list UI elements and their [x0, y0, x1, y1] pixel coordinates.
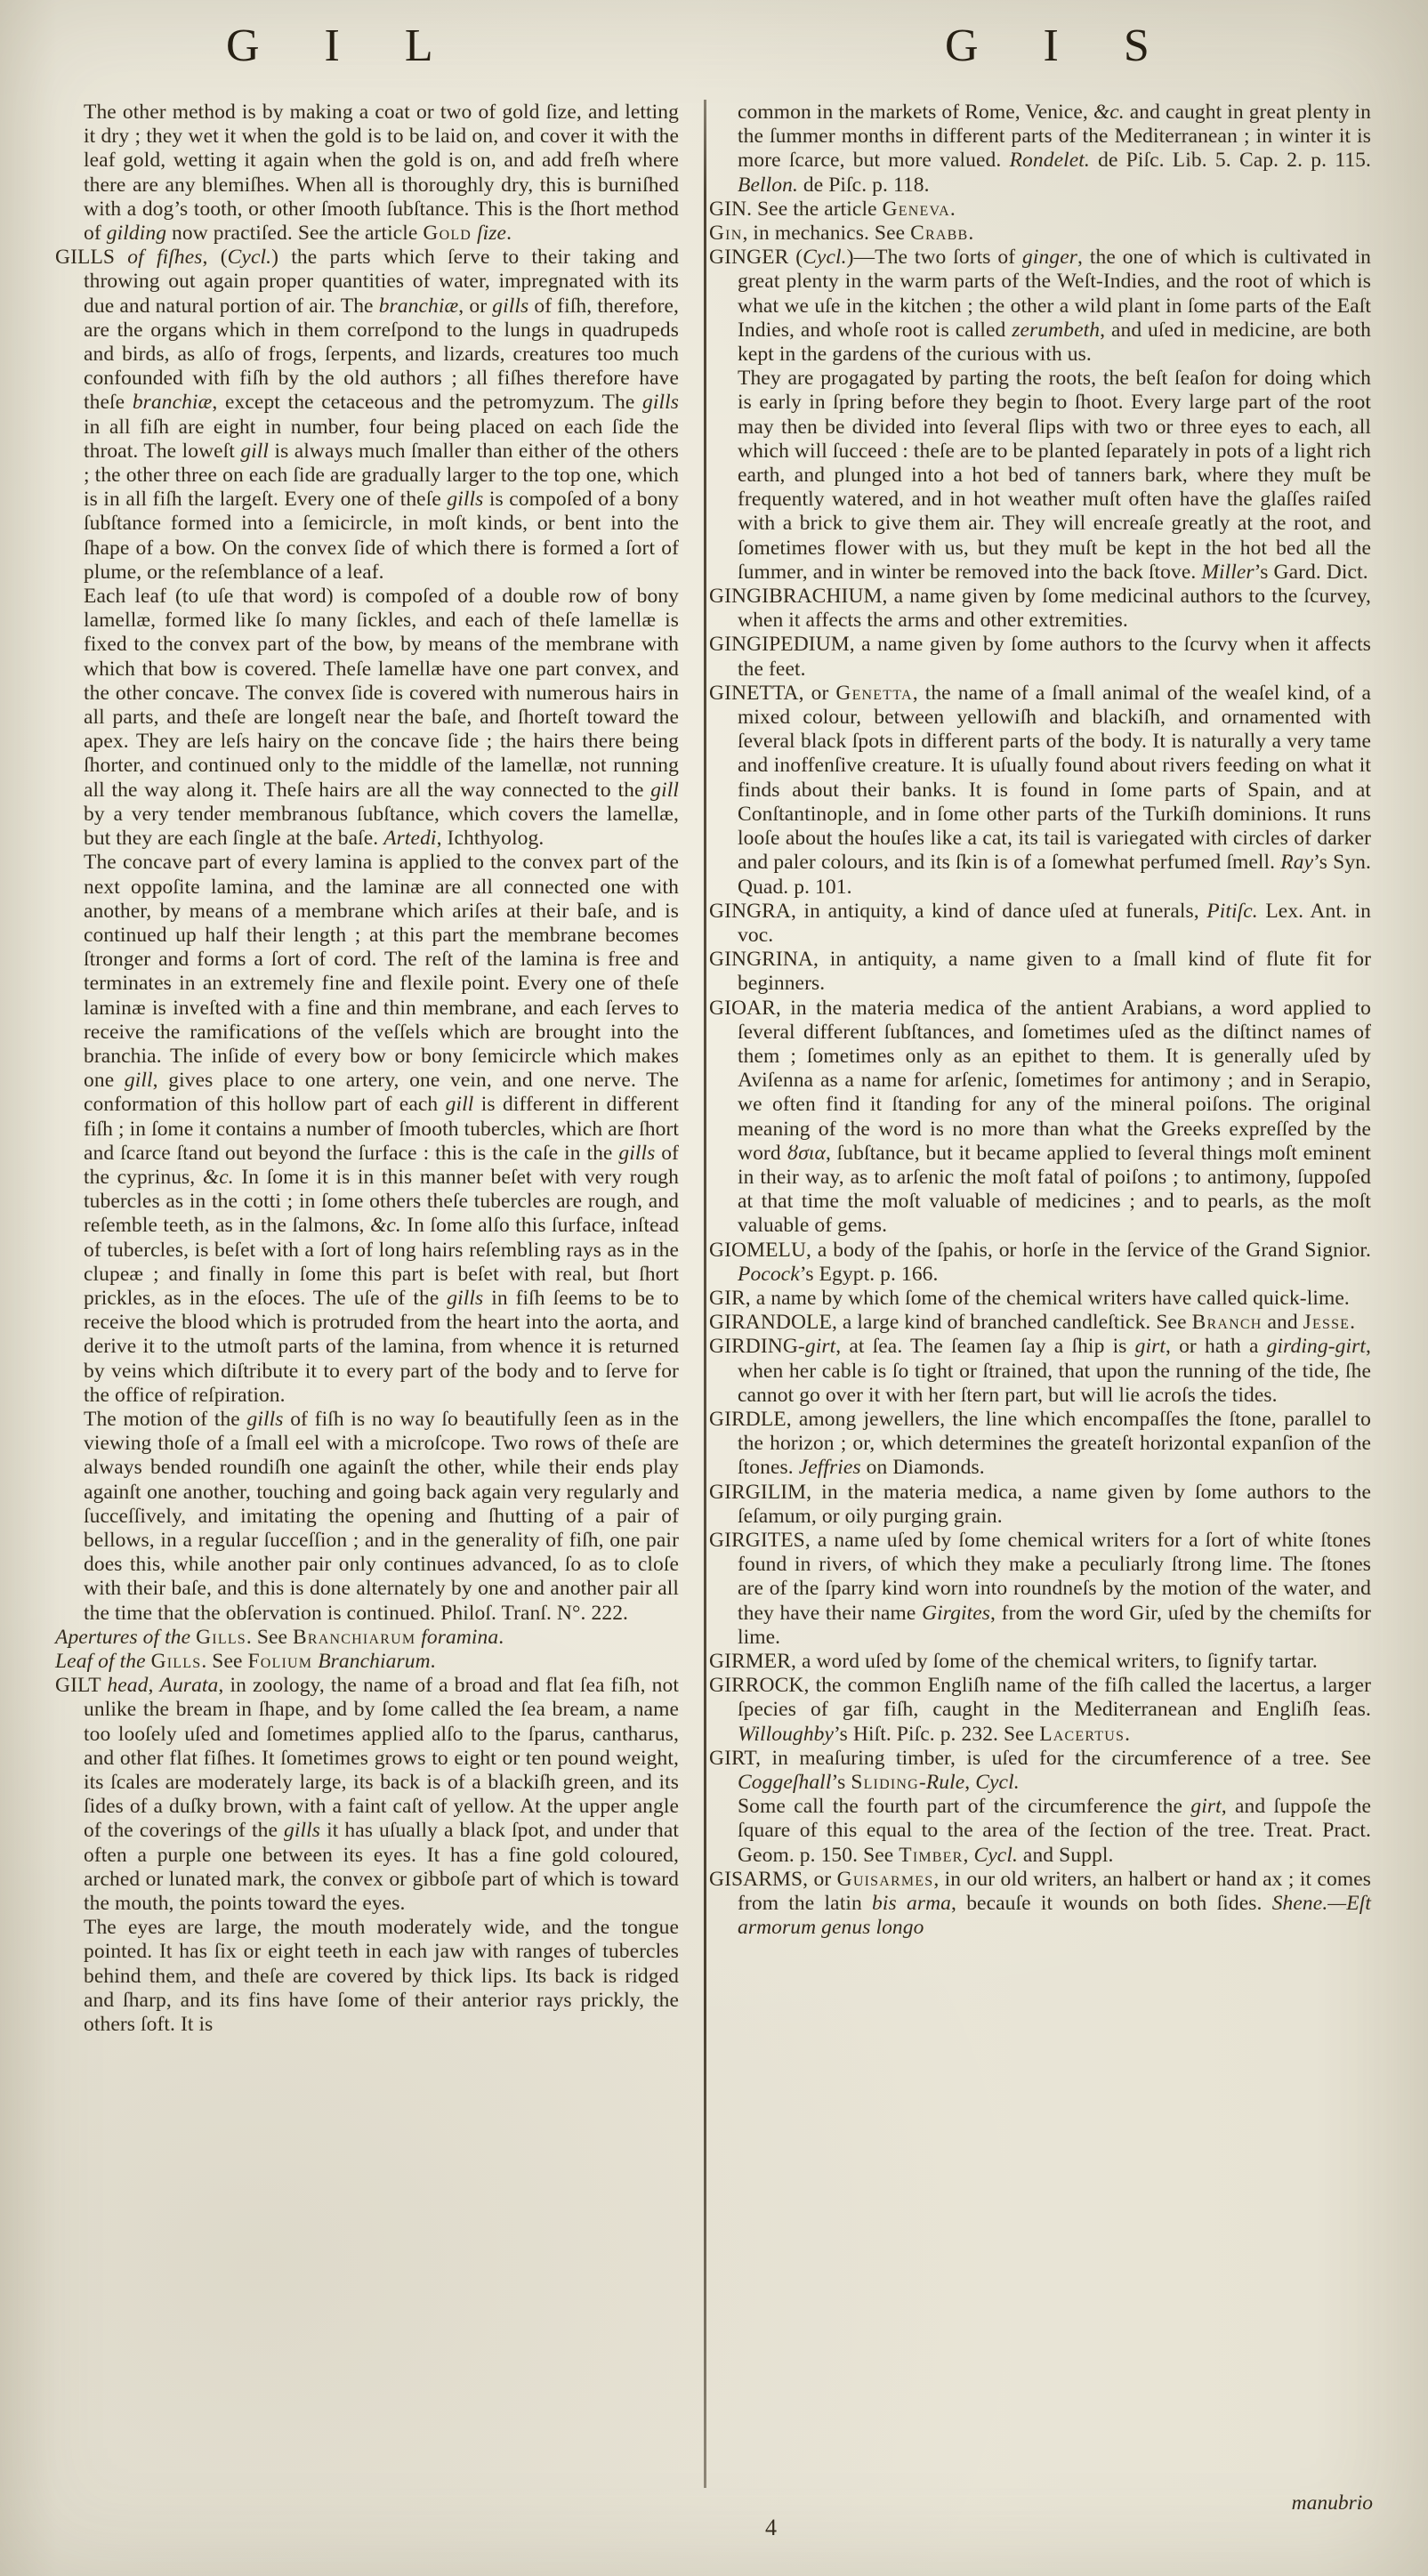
entry-girrock [709, 1674, 1371, 1747]
text-run: Timber [899, 1843, 964, 1867]
text-run: Gills [196, 1625, 246, 1649]
text-run: common in the markets of Rome, Venice, [738, 101, 1093, 124]
entry-girandole [709, 1311, 1371, 1335]
entry-gisarms [709, 1868, 1371, 1941]
text-run: Genetta [835, 681, 913, 705]
text-run: The other method is by making a coat or two of gold ſize, and letting it dry ; they wet it when the gold is to be laid on, and cover it with the leaf gold, wetting it again when the gold is on, and add freſh where there are any blemiſhes. When all is thoroughly dry, this is burniſhed with a dog’s tooth, or other ſmooth ſubſtance. This is the ſhort method of [84, 101, 679, 246]
paragraph-ginger-propagation [709, 367, 1371, 585]
text-run: Sliding [851, 1771, 919, 1795]
text-run: GILT [55, 1674, 108, 1698]
paragraph-girt-fourth-part [709, 1795, 1371, 1868]
text-run: GINGRINA, in antiquity, a name given to a ſmall kind of flute fit for beginners. [709, 948, 1371, 996]
text-run: Geneva [882, 197, 950, 221]
text-run: on Diamonds. [860, 1456, 985, 1480]
text-run: GIRDLE, among jewellers, the line which encompaſſes the ſtone, parallel to the horizon ; or, which determines the greateſt horizontal expanſion of the ſtones. [709, 1407, 1371, 1480]
text-run: Ray [1280, 851, 1314, 875]
text-run: girt [804, 1335, 836, 1359]
text-run: Leaf of the [55, 1650, 146, 1673]
text-run: branchiæ [378, 294, 459, 318]
text-run: . See [201, 1650, 248, 1673]
entry-gingibrachium [709, 585, 1371, 633]
text-run: Jeffries [798, 1456, 861, 1480]
text-run: Bellon. [738, 173, 798, 197]
text-run: GIRGILIM, in the materia medica, a name given by ſome authors to the ſeſamum, or oily purging grain. [709, 1480, 1371, 1528]
text-run: GINGIBRACHIUM, a name given by ſome medicinal authors to the ſcurvey, when it affects the arms and other extremities. [709, 585, 1371, 633]
text-run: Lacertus [1039, 1722, 1125, 1746]
catchword: manubrio [1291, 2491, 1373, 2515]
entry-girding-girt [709, 1335, 1371, 1408]
text-run: ’s [831, 1771, 851, 1795]
text-run: &c. [369, 1214, 401, 1238]
text-run: and caught in great plenty in the ſummer months in different parts of the Mediterranean ; in winter it is more ſcarce, but more valued. [738, 101, 1371, 173]
text-run: . [430, 1650, 436, 1673]
text-run: In ſome alſo this ſurface, inſtead of tubercles, is beſet with a ſort of long hairs reſembling rays as in the clupeæ ; and finally in ſome this part is beſet with real, but ſhort prickles, as in the eſoces. The uſe of the [84, 1214, 679, 1310]
text-run: is always much ſmaller than either of the others ; the other three on each ſide are gradually larger to the top one, which is in all fiſh the largeſt. Every one of theſe [84, 439, 679, 512]
text-run: , [148, 1674, 160, 1698]
entry-ginger [709, 246, 1371, 367]
text-run: now practiſed. See the article [166, 222, 424, 246]
text-run: The motion of the [84, 1407, 247, 1431]
text-run: GIRT, in meaſuring timber, is uſed for the circumference of a tree. See [709, 1746, 1371, 1770]
text-run: gills [642, 391, 679, 415]
text-run: Cycl. [973, 1843, 1018, 1867]
text-run: Rondelet. [1009, 149, 1090, 173]
text-run: it has uſually a black ſpot, and under that often a purple one between its eyes. It has a fine gold coloured, arched or lunated mark, the convex or gibboſe part of which is toward the mouth, the points toward the eyes. [84, 1819, 679, 1916]
entry-girmer [709, 1650, 1371, 1674]
text-run: ’s Gard. Dict. [1254, 560, 1368, 584]
entry-gin [709, 198, 1371, 222]
text-run: . [506, 222, 512, 246]
entry-apertures-of-the-gills [55, 1626, 679, 1650]
entry-gilt-head [55, 1674, 679, 1916]
text-run: . [949, 197, 956, 221]
text-run: , or hath a [1165, 1335, 1267, 1359]
text-run: bis arma [872, 1892, 951, 1916]
text-run: , at ſea. The ſeamen ſay a ſhip is [835, 1335, 1135, 1359]
text-run: , gives place to one artery, one vein, and one nerve. The conformation of this hollow part of each [84, 1069, 679, 1117]
entry-girdle [709, 1408, 1371, 1481]
paragraph-gills-motion [55, 1408, 679, 1626]
text-run: )—The two ſorts of [846, 246, 1023, 270]
running-head-right: G I S [945, 20, 1176, 71]
text-run: &c. [202, 1165, 234, 1189]
text-run: Branchiarum [318, 1650, 431, 1673]
text-run: GISARMS, or [709, 1867, 837, 1891]
text-run: Crabb [910, 222, 969, 246]
entry-gingipedium [709, 633, 1371, 681]
text-run: Cycl. [975, 1771, 1020, 1795]
text-column-right [709, 101, 1371, 1940]
paragraph-gills-concave [55, 851, 679, 1408]
text-run: head [107, 1674, 149, 1698]
entry-leaf-of-the-gills [55, 1650, 679, 1674]
text-run: . See [246, 1625, 294, 1649]
text-run: ginger [1022, 246, 1077, 270]
text-run: gills [618, 1141, 656, 1165]
text-run: Each leaf (to uſe that word) is compoſed of a double row of bony lamellæ, formed like ſo many ſickles, and each of theſe lamellæ is fixed to the convex part of the bow, by means of the membrane with which that bow is covered. Theſe lamellæ have one part convex, and the other concave. The convex ſide is covered with numerous hairs in all parts, and theſe are longeſt near the baſe, and ſhorteſt toward the apex. They are leſs hairy on the concave ſide ; the hairs there being ſhorter, and continued only to the middle of the lamellæ, not running all the way along it. Theſe hairs are all the way connected to the [84, 585, 679, 802]
text-run: - [918, 1771, 926, 1795]
text-run: , becauſe it wounds on both ſides. [951, 1892, 1272, 1916]
text-run: gills [246, 1407, 284, 1431]
text-run: Jesse [1303, 1311, 1351, 1335]
text-run: , [963, 1843, 974, 1867]
text-run: GIRROCK, the common Engliſh name of the fiſh called the lacertus, a larger ſpecies of gar fiſh, caught in the Mediterranean and Engliſh ſeas. [709, 1674, 1371, 1722]
text-run: gills [492, 294, 529, 318]
text-run: ȣσια [787, 1141, 826, 1165]
text-run: de Piſc. p. 118. [797, 173, 930, 197]
text-run: , [964, 1771, 976, 1795]
text-run: GINGRA, in antiquity, a kind of dance uſed at funerals, [709, 899, 1207, 923]
text-run: GIN. See the article [709, 197, 883, 221]
column-divider-rule [704, 100, 706, 2488]
text-run: , ( [202, 246, 228, 270]
entry-giomelu [709, 1239, 1371, 1287]
text-run: girding-girt [1266, 1335, 1367, 1359]
text-run: , except the cetaceous and the petromyzum. The [212, 391, 643, 415]
text-run: de Piſc. Lib. 5. Cap. 2. p. 115. [1089, 149, 1371, 173]
paragraph-gilding-continuation [55, 101, 679, 246]
text-run: gills [284, 1819, 321, 1843]
text-run: . [498, 1625, 504, 1649]
text-run: , when her cable is ſo tight or ſtrained, that upon the running of the tide, ſhe cannot go over it with her ſtern part, but will lie acroſs the tides. [738, 1335, 1371, 1407]
text-run: Gold [423, 222, 472, 246]
text-run: foramina [421, 1625, 499, 1649]
text-run: In ſome it is in this manner beſet with very rough tubercles as in the cotti ; in ſome others theſe tubercles are rough, and reſemble teeth, as in the ſalmons, [84, 1165, 680, 1238]
entry-girgites [709, 1529, 1371, 1650]
text-run: Gin [709, 222, 743, 246]
text-run: GILLS [55, 246, 128, 270]
text-run: , and uſed in medicine, are both kept in the gardens of the curious with us. [738, 318, 1371, 367]
text-run: GIRANDOLE, a large kind of branched candleſtick. See [709, 1311, 1192, 1335]
text-run: girt [1190, 1795, 1222, 1819]
text-run: by a very tender membranous ſubſtance, which covers the lamellæ, but they are each ſingle at the baſe. [84, 802, 679, 851]
text-run: and Suppl. [1017, 1843, 1114, 1867]
text-run: The eyes are large, the mouth moderately wide, and the tongue pointed. It has ſix or eight teeth in each jaw with ranges of tubercles behind them, and theſe are covered by thick lips. Its back is ridged and ſharp, and its fins have ſome of their anterior rays prickly, the others ſoft. It is [84, 1916, 679, 2037]
text-run: gill [650, 778, 679, 802]
text-run: Girgites [922, 1601, 991, 1625]
text-run: , the name of a ſmall animal of the weaſel kind, of a mixed colour, between yellowiſh and blackiſh, and ornamented with ſeveral black ſpots in different parts of the body. It is naturally a very tame and inoffenſive creature. It is uſually found about rivers feeding on what it finds about their banks. It is found in ſome parts of Spain, and at Conſtantinople, and in ſome other parts of the Turkiſh dominions. It runs looſe about the houſes like a cat, its tail is variegated with circles of darker and paler colours, and its ſkin is of a ſomewhat perfumed ſmell. [738, 681, 1371, 875]
text-run: GIRDING- [709, 1335, 805, 1359]
text-run: gilding [106, 222, 167, 246]
text-run: Some call the fourth part of the circumference the [738, 1795, 1191, 1819]
text-run: , from the word Gir, uſed by the chemiſts for lime. [738, 1601, 1372, 1649]
text-run: of the cyprinus, [84, 1141, 679, 1189]
text-run: , ſubſtance, but it became applied to ſeveral things moſt eminent in their way, as to arſenic the moſt fatal of poiſons ; to antimony, ſuppoſed at that time the moſt valuable of medicines ; and to pearls, as the moſt valuable of gems. [738, 1141, 1372, 1238]
text-run: GIRGITES, a name uſed by ſome chemical writers for a ſort of white ſtones found in rivers, of which they make a peculiarly ſtrong lime. The ſtones are of the ſparry kind worn into roundneſs by the motion of the water, and they have their name [709, 1528, 1371, 1625]
text-run: Guisarmes [836, 1867, 934, 1891]
text-run: , the one of which is cultivated in great plenty in the warm parts of the Weſt-Indies, and the root of which is what we uſe in the kitchen ; the other a wild plant in ſome parts of the Eaſt Indies, and whoſe root is called [738, 246, 1371, 342]
text-run: They are progagated by parting the roots, the beſt ſeaſon for doing which is early in ſpring before they begin to ſhoot. Every large part of the root may then be divided into ſeveral ſlips with two or three eyes to each, all which will ſucceed : theſe are to be planted ſeparately in pots of a light rich earth, and plunged into a hot bed of tanners bark, where they muſt be frequently watered, and in hot weather muſt often have the glaſſes raiſed with a brick to give them air. They will encreaſe greatly at the root, and ſometimes flower with us, but they muſt be kept in the hot bed all the ſummer, and in winter be removed into the back ſtove. [738, 367, 1371, 584]
entry-gin-mechanics [709, 222, 1371, 246]
text-run: . [968, 222, 974, 246]
text-run: in all fiſh are eight in number, four being placed on each ſide the throat. The loweſt [84, 415, 679, 463]
entry-gioar [709, 997, 1371, 1239]
text-run: &c. [1093, 101, 1125, 124]
text-run: , or [458, 294, 493, 318]
text-run: in fiſh ſeems to be to receive the blood which is protruded from the heart into the aorta, and derive it to the utmoſt parts of the lamina, from whence it is returned by veins which diſtribute it to every part of the body and to ſerve for the office of reſpiration. [84, 1286, 679, 1407]
paragraph-gills-each-leaf [55, 585, 679, 851]
text-run: is different in different fiſh ; in ſome it contains a number of ſmooth tubercles, which are ſhort and ſcarce ſtand out beyond the ſurface : this is the caſe in the [84, 1093, 679, 1165]
text-run: , Ichthyolog. [436, 827, 545, 851]
text-run: of fiſhes [127, 246, 203, 270]
text-run: Apertures of the [55, 1625, 191, 1649]
text-run: . [1125, 1722, 1131, 1746]
text-run: Miller [1201, 560, 1255, 584]
entry-gills [55, 246, 679, 585]
text-run: ’s Hiſt. Piſc. p. 232. See [834, 1722, 1040, 1746]
entry-gingrina [709, 948, 1371, 996]
text-run: branchiæ [132, 391, 213, 415]
text-run: Branchiarum [293, 1625, 416, 1649]
text-run: , and ſuppoſe the ſquare of this equal to the area of the ſection of the tree. Treat. Pract. Geom. p. 150. See [738, 1795, 1371, 1867]
text-run: GIRMER, a word uſed by ſome of the chemical writers, to ſignify tartar. [709, 1650, 1318, 1673]
text-run: of fiſh is no way ſo beautifully ſeen as in the viewing thoſe of a ſmall eel with a microſcope. Two rows of theſe are always bended roundiſh one againſt the other, while their ends play againſt one another, touching and going back again very regularly and ſucceſſively, and imitating the opening and ſhutting of a pair of bellows, in a regular ſucceſſion ; and in the generality of fiſh, one pair does this, while another pair only continues advanced, ſo as to cloſe with their baſe, and this is done alternately by one and another pair all the time that the obſervation is continued. Philoſ. Tranſ. N°. 222. [84, 1407, 679, 1625]
text-run: ’s Egypt. p. 166. [799, 1262, 939, 1286]
text-run: Artedi [383, 827, 437, 851]
text-run: , in zoology, the name of a broad and flat ſea fiſh, not unlike the bream in ſhape, and by ſome called the ſea bream, a name too looſely uſed and ſometimes applied alſo to the ſparus, cantharus, and other flat fiſhes. It ſometimes grows to eight or ten pound weight, its ſcales are moderately large, its back is of a blackiſh green, and its ſides of a duſky brown, with a faint caſt of yellow. At the upper angle of the coverings of the [84, 1674, 679, 1843]
text-run: . [1350, 1311, 1356, 1335]
text-run: gill [445, 1093, 474, 1117]
paragraph-gilt-head-eyes [55, 1916, 679, 2037]
text-run: , in mechanics. See [742, 222, 911, 246]
text-run: Willoughby [738, 1722, 835, 1746]
running-head-left: G I L [226, 20, 460, 71]
text-run: GINGIPEDIUM, a name given by ſome authors to the ſcurvy when it affects the feet. [709, 633, 1371, 681]
text-run: Cycl. [227, 246, 272, 270]
text-run: ) the parts which ſerve to their taking and throwing out again proper quantities of water, impregnated with its due and natural portion of air. The [84, 246, 679, 318]
text-run: Coggeſhall [738, 1771, 832, 1795]
text-run: Cycl. [803, 246, 847, 270]
text-run: Rule [925, 1771, 965, 1795]
entry-girt [709, 1747, 1371, 1795]
text-run: gills [447, 1286, 484, 1310]
text-run: , in our old writers, an halbert or hand ax ; it comes from the latin [738, 1867, 1371, 1916]
text-run: Gills [150, 1650, 202, 1673]
text-run: Branch [1191, 1311, 1263, 1335]
text-run: Lex. Ant. in voc. [738, 899, 1371, 947]
text-run: GINETTA, or [709, 681, 836, 705]
text-run: The concave part of every lamina is applied to the convex part of the next oppoſite lamina, and the laminæ are all connected one with another, by means of a membrane which ariſes at their baſe, and is continued up half their length ; at this part the membrane becomes ſtronger and forms a ſort of cord. The reſt of the lamina is free and terminates in an extremely fine and flexile point. Every one of theſe laminæ is inveſted with a fine and thin membrane, and each ſerves to receive the ramifications of the veſſels which are brought into the branchia. The inſide of every bow or bony ſemicircle which makes one [84, 851, 679, 1093]
text-run: gills [447, 488, 484, 512]
text-run: Aurata [159, 1674, 219, 1698]
signature-mark: 4 [765, 2515, 777, 2540]
text-run: Folium [247, 1650, 313, 1673]
entry-gir [709, 1287, 1371, 1311]
text-run: GIR, a name by which ſome of the chemical writers have called quick-lime. [709, 1286, 1350, 1310]
text-run: Shene.—Eſt armorum genus longo [738, 1892, 1371, 1940]
entry-gingra [709, 900, 1371, 948]
text-run: girt [1134, 1335, 1166, 1359]
entry-girgilim [709, 1481, 1371, 1529]
text-run: of fiſh, therefore, are the organs which in them correſpond to the lungs in quadrupeds and birds, as alſo of frogs, ſerpents, and lizards, creatures too much confounded with fiſh by the old authors ; all fiſhes therefore have theſe [84, 294, 680, 415]
text-run: ſize [477, 222, 507, 246]
text-run: is compoſed of a bony ſubſtance formed into a ſemicircle, in moſt kinds, or bent into the ſhape of a bow. On the convex ſide of which there is formed a ſort of plume, or the reſemblance of a leaf. [84, 488, 679, 584]
paragraph-gilt-head-continuation [709, 101, 1371, 198]
text-run: GINGER ( [709, 246, 803, 270]
text-run: GIOAR, in the materia medica of the antient Arabians, a word applied to ſeveral different ſubſtances, and ſometimes uſed as the diſtinct names of them ; ſometimes only as an epithet to them. It is generally uſed by Aviſenna as a name for arſenic, ſometimes for antimony ; and in Serapio, we often find it ſtanding for any of the mineral poiſons. The original meaning of the word is no more than what the Greeks expreſſed by the word [709, 996, 1371, 1165]
text-run: zerumbeth [1012, 318, 1101, 342]
text-run: ’s Syn. Quad. p. 101. [738, 851, 1371, 899]
text-column-left [55, 101, 679, 2037]
text-run: gill [124, 1069, 153, 1093]
text-run: Pitiſc. [1206, 899, 1258, 923]
text-run: and [1262, 1311, 1303, 1335]
entry-ginetta [709, 682, 1371, 900]
text-run: Pocock [738, 1262, 800, 1286]
text-run: GIOMELU, a body of the ſpahis, or horſe in the ſervice of the Grand Signior. [709, 1238, 1371, 1262]
text-run: gill [240, 439, 270, 463]
